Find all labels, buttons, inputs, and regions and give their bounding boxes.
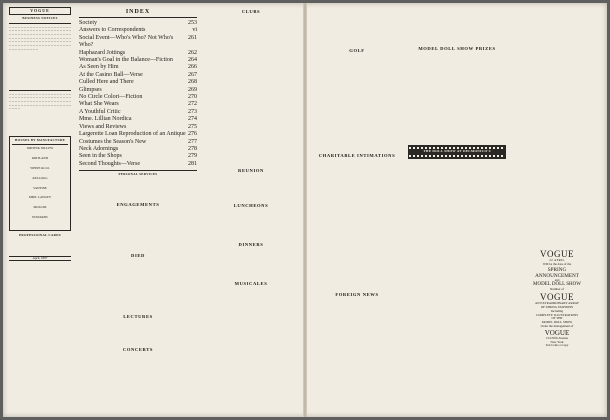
vogue-ad-title: VOGUE xyxy=(540,249,574,259)
index-entry-page: 273 xyxy=(188,108,197,115)
index-entry-page: 253 xyxy=(188,20,197,26)
index-entry xyxy=(79,109,197,116)
left-column-index xyxy=(79,9,197,373)
index-entry-page: 261 xyxy=(188,34,197,41)
died-title: DIED xyxy=(131,252,145,258)
ad-line-17: New York xyxy=(550,339,564,344)
index-entry xyxy=(79,35,197,50)
index-entry xyxy=(79,124,197,131)
notices-text: ─ ─ ─ ─ ─ ─ ─ ─ ─ ─ ─ ─ ─ ─ ─ ─ ─ ─ ─ ─ ─ ─ ─ ─ ─ ─ ─ ─ ─ ─ ─ ─ ─ ─ ─ ─ ─ ─ ─ ─ ─ ─ ─ ─ ─ ─ ─ ─ ─ ─ ─ ─ ─ ─ ─ ─ ─ ─ ─ ─ ─ ─ ─ ─ ─ ─ ─ ─ ─ ─ ─ ─ ─ ─ ─ ─ ─ ─ ─ ─ ─ ─ ─ ─ ─ ─ ─ ─ ─ ─ ─ ─ ─ ─ ─ ─ ─ ─ ─ ─ ─ ─ ─ ─ ─ ─ ─ ─ ─ ─ ─ ─ ─ ─ ─ ─ ─ ─ ─ ─ ─ ─ ─ ─ ─ ─ ─ ─ ─ ─ ─ ─ ─ ─ ─ ─ xyxy=(9,24,71,51)
index-entry-page: 281 xyxy=(188,160,197,167)
index-title: INDEX xyxy=(125,9,151,15)
professional-cards-title: PROFESSIONAL CARDS xyxy=(19,232,61,237)
index-entry-title: Glimpses xyxy=(79,86,102,93)
vogue-ad-date: 22 APRIL xyxy=(549,258,565,262)
luncheons-title: LUNCHEONS xyxy=(233,203,269,208)
ad-line-5: MODEL DOLL SHOW xyxy=(533,282,581,288)
reunion-title: REUNION xyxy=(238,168,264,173)
left-column-notices xyxy=(9,7,71,303)
index-entry-page: 268 xyxy=(188,79,197,86)
index-entry xyxy=(79,57,197,64)
index-entry xyxy=(79,146,197,153)
index-entry-page: 266 xyxy=(188,64,197,71)
ad-line-3: ANNOUNCEMENT xyxy=(535,272,579,279)
right-page xyxy=(306,3,607,417)
firm-2: KIRTLAND xyxy=(31,156,49,161)
index-entry-title: Seen in the Shops xyxy=(79,153,122,160)
index-entry xyxy=(79,161,197,168)
index-entry-title: Mme. Lillian Nordica xyxy=(79,116,132,123)
announcement-banner xyxy=(408,145,506,159)
right-column-golf xyxy=(312,9,402,417)
clubs-title: CLUBS xyxy=(241,9,261,14)
index-entry-title: At the Casino Ball—Verse xyxy=(79,71,143,78)
index-entry-title: Culled Here and There xyxy=(79,79,134,86)
index-entry-page: 270 xyxy=(188,94,197,101)
index-entry-title: No Circle Colori—Fiction xyxy=(79,94,143,101)
index-entry-title: Answers to Correspondents xyxy=(79,27,146,34)
lectures-title: LECTURES xyxy=(123,313,153,319)
index-entry xyxy=(79,79,197,86)
index-entry xyxy=(79,153,197,160)
announcement-text: THE DOLL SHOW AT DELMONICO'S xyxy=(423,149,491,153)
index-entry-title: Largerette Loan Reproduction of an Antique xyxy=(79,131,186,138)
index-entry xyxy=(79,94,197,101)
issue-date: April, 1897 xyxy=(9,256,71,262)
index-entry-title: Haphazard Jottings xyxy=(79,49,126,56)
right-column-vogue-ad xyxy=(512,9,602,348)
index-entry-page: 264 xyxy=(188,57,197,64)
index-entry-page: 269 xyxy=(188,86,197,93)
index-entry-page: 272 xyxy=(188,101,197,108)
index-entry xyxy=(79,116,197,123)
index-entry-title: Second Thoughts—Verse xyxy=(79,160,141,167)
index-entry-title: Neck Adornings xyxy=(79,145,119,152)
personal-services-title: PERSONAL SERVICES xyxy=(118,172,158,177)
right-column-doll-show xyxy=(408,9,506,402)
index-entry xyxy=(79,50,197,57)
firm-8: EDWARDS xyxy=(32,214,48,219)
ad-line-2: SPRING xyxy=(547,266,567,273)
index-entry-title: Costumes the Season's New xyxy=(79,138,147,145)
index-list xyxy=(79,20,197,168)
index-entry xyxy=(79,20,197,27)
index-entry-page: 267 xyxy=(188,71,197,78)
index-entry-title: Views and Reviews xyxy=(79,123,127,130)
left-column-clubs xyxy=(205,9,297,397)
index-entry-page: 275 xyxy=(188,123,197,130)
firms-title: HOUSES BY MANUFACTURE xyxy=(14,137,66,142)
firm-1: SMITH & SELLEW xyxy=(26,146,54,151)
musicales-title: MUSICALES xyxy=(234,281,268,286)
firm-7: MOLLER xyxy=(33,205,47,210)
index-entry xyxy=(79,72,197,79)
ad-line-10: Including xyxy=(550,308,564,313)
dinners-title: DINNERS xyxy=(238,242,264,247)
index-entry-title: As Seen by Him xyxy=(79,64,119,71)
foreign-news-title: FOREIGN NEWS xyxy=(335,292,379,297)
index-entry-page: 278 xyxy=(188,145,197,152)
doll-prizes-title: MODEL DOLL SHOW PRIZES xyxy=(418,46,496,51)
ad-line-16: 154 Fifth Avenue xyxy=(545,335,569,340)
ad-line-1: Will be the date of the xyxy=(542,261,572,266)
concerts-title: CONCERTS xyxy=(122,346,154,352)
ad-line-14: Order the management of xyxy=(540,323,574,328)
ad-line-12: OF THE xyxy=(551,316,563,321)
ad-line-15: VOGUE xyxy=(544,328,570,337)
index-entry-title: A Youthful Critic xyxy=(79,108,121,115)
ad-line-6: Number of xyxy=(550,287,564,292)
index-entry-page: 262 xyxy=(188,49,197,56)
index-entry-title: Woman's Goal in the Balance—Fiction xyxy=(79,57,173,64)
notices-text-2: ─ ─ ─ ─ ─ ─ ─ ─ ─ ─ ─ ─ ─ ─ ─ ─ ─ ─ ─ ─ ─ ─ ─ ─ ─ ─ ─ ─ ─ ─ ─ ─ ─ ─ ─ ─ ─ ─ ─ ─ ─ ─ ─ ─ ─ ─ ─ ─ ─ ─ ─ ─ ─ ─ ─ ─ ─ ─ ─ ─ ─ ─ ─ ─ ─ ─ ─ ─ ─ ─ ─ ─ ─ ─ ─ ─ ─ ─ ─ ─ ─ ─ ─ ─ ─ ─ ─ ─ xyxy=(9,91,71,111)
index-entry-page: 277 xyxy=(188,138,197,145)
ad-line-18: Ten Cents a Copy xyxy=(545,343,569,348)
left-page xyxy=(3,3,304,417)
charitable-title: CHARITABLE INTIMATIONS xyxy=(318,153,396,158)
ad-line-9: OF SPRING FASHIONS xyxy=(540,304,574,309)
index-entry xyxy=(79,27,197,34)
golf-title: GOLF xyxy=(349,48,365,53)
index-entry xyxy=(79,139,197,146)
firm-6: MME. LANGEY xyxy=(28,195,52,200)
firm-3: WHITE & CO. xyxy=(30,165,50,170)
engagements-title: ENGAGEMENTS xyxy=(116,201,160,207)
vogue-mini-header: VOGUE xyxy=(9,7,71,15)
ad-line-7: VOGUE xyxy=(540,292,574,303)
firm-4: KELLOGG xyxy=(32,175,48,180)
index-entry-page: 276 xyxy=(188,131,197,138)
index-entry xyxy=(79,64,197,71)
index-entry-page: 274 xyxy=(188,116,197,123)
index-entry xyxy=(79,87,197,94)
ad-line-8: AN EXTRAORDINARY ARRAY xyxy=(534,301,580,306)
ad-line-11: COMPLETE ILLUSTRATIONS xyxy=(535,312,579,317)
index-entry-title: Society xyxy=(79,20,97,26)
ad-line-4: and xyxy=(554,277,560,282)
index-entry-page: vi xyxy=(192,27,197,34)
index-entry xyxy=(79,101,197,108)
index-entry-title: What She Wears xyxy=(79,101,119,108)
firm-5: VANTINE xyxy=(33,185,47,190)
magazine-spread xyxy=(3,3,607,417)
firms-box xyxy=(9,136,71,231)
index-entry-page: 279 xyxy=(188,153,197,160)
ad-line-13: MODEL DOLL SHOW xyxy=(541,320,573,325)
index-entry-title: Social Event—Who's Who? Not Who's Who? xyxy=(79,34,174,49)
business-notices-title: BUSINESS NOTICES xyxy=(22,15,58,20)
index-entry xyxy=(79,131,197,138)
